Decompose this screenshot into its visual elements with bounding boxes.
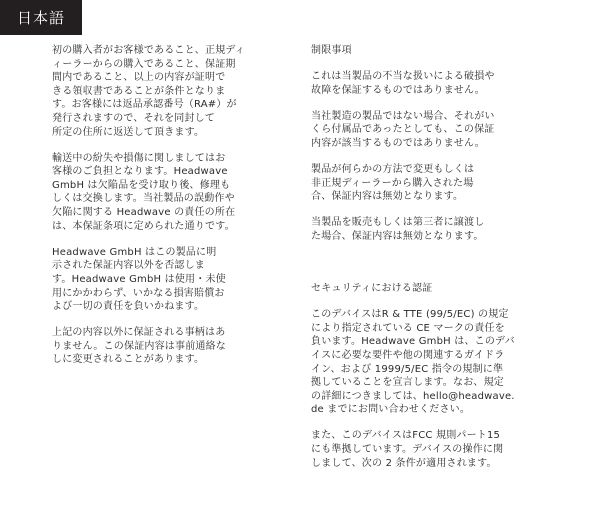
paragraph-disclaimer: Headwave GmbH はこの製品に明 示された保証内容以外を否認しま す。Headwave GmbH は使用・未使 用にかかわらず、いかなる損害賠償お よび一切の責任を負いかねます。 — [52, 246, 226, 313]
paragraph-no-other-warranty: 上記の内容以外に保証される事柄はあ りません。この保証内容は事前通絡な しに変更されることがあります。 — [52, 327, 226, 366]
limitations-security-column — [311, 44, 543, 483]
section-spacer — [311, 256, 543, 282]
language-tab: 日本語 — [0, 0, 82, 35]
security-heading: セキュリティにおける認証 — [311, 283, 433, 295]
warranty-terms-column — [52, 44, 274, 379]
security-ce-declaration: このデバイスはR & TTE (99/5/EC) の規定 により指定されている CE マークの責任を 負います。Headwave GmbH は、このデバ イスに必要な要件や他の関連するガイドラ イン、および 1999/5/EC 指令の規制に準 拠していることを宣言します。なお、規定 の詳細につきましては、hello@headwave. de までにお問い合わせください。 — [311, 309, 515, 416]
paragraph-proof-of-purchase: 初の購入者がお客様であること、正規ディ ィーラーからの購入であること、保証期 間内であること、以上の内容が証明で きる領収書であることが条件となりま す。お客様には返品承認番号（RA#）が 発行されますので、それを同封して 所定の住所に返送して頂きます。 — [52, 45, 245, 138]
limitation-resale: 当製品を販売もしくは第三者に譲渡し た場合、保証内容は無効となります。 — [311, 217, 485, 242]
security-fcc-compliance: また、このデバイスはFCC 規則パート15 にも準拠しています。デバイスの操作に関 しまして、次の 2 条件が適用されます。 — [311, 430, 504, 469]
limitation-modified-products: 製品が何らかの方法で変更もしくは 非正規ディーラーから購入された場 合、保証内容は無効となります。 — [311, 164, 475, 203]
limitation-misuse: これは当製品の不当な扱いによる破損や 故障を保証するものではありません。 — [311, 71, 495, 96]
paragraph-shipping-damage: 輸送中の紛失や損傷に関しましてはお 客様のご負担となります。Headwave GmbH は欠陥品を受け取り後、修理も しくは交換します。当社製品の誤動作や 欠陥に関する Headwave の責任の所在 は、本保証条項に定められた通りです。 — [52, 152, 236, 232]
limitations-heading: 制限事項 — [311, 45, 352, 56]
limitation-third-party-products: 当社製造の製品ではない場合、それがい くら付属品であったとしても、この保証 内容が該当するものではありません。 — [311, 110, 495, 149]
